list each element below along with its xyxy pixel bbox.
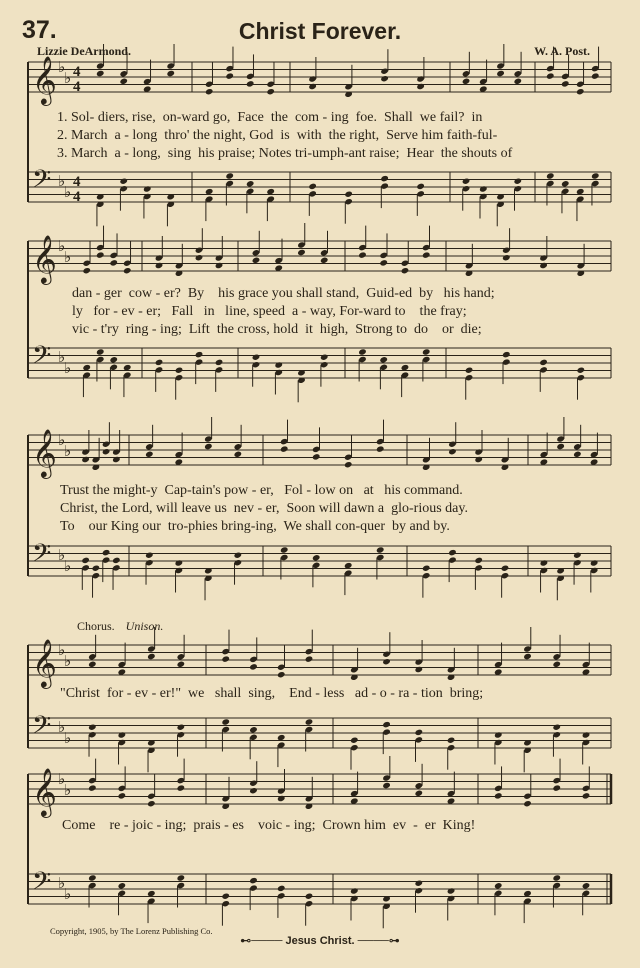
hymn-number: 37. [22,16,57,44]
note-head-icon [221,718,230,725]
note-head-icon [591,172,600,179]
note-head-icon [546,72,555,79]
bass-clef-icon: 𝄢 [32,341,52,376]
note-head-icon [88,661,97,668]
flat-sign-icon: ♭ [64,69,72,87]
note-head-icon [246,80,255,87]
note-head-icon [552,661,561,668]
lyric-s2-verse3: vic - t'ry ring - ing; Lift the cross, hold it high, Strong to do or die; [72,322,482,337]
note-head-icon [102,448,111,455]
treble-clef-icon: 𝄞 [32,234,57,283]
note-head-icon [205,88,214,95]
lyric-s1-verse1: 1. Sol- diers, rise, on-ward go, Face the com - ing foe. Shall we fail? in [57,110,483,125]
chorus-heading: Chorus. [77,619,115,633]
note-head-icon [82,267,91,274]
note-head-icon [308,183,317,190]
note-head-icon [266,88,275,95]
bass-clef-icon: 𝄢 [32,165,52,200]
note-head-icon [573,552,582,559]
flat-sign-icon: ♭ [58,172,66,190]
note-head-icon [380,75,389,82]
note-head-icon [358,251,367,258]
note-head-icon [195,254,204,261]
note-head-icon [448,448,457,455]
lyric-s1-verse3: 3. March a - long, sing his praise; Notes tri-umph-ant raise; Hear the shouts of [57,146,513,161]
flat-sign-icon: ♭ [58,718,66,736]
note-head-icon [415,790,424,797]
note-head-icon [540,559,549,566]
flat-sign-icon: ♭ [58,874,66,892]
lyric-chorus-2: Come re - joic - ing; prais - es voic - ing; Crown him ev - er King! [62,818,476,833]
note-head-icon [166,70,175,77]
flat-sign-icon: ♭ [58,431,66,449]
note-head-icon [582,792,591,799]
note-head-icon [109,259,118,266]
time-signature-icon: 4 [73,64,81,80]
note-head-icon [221,655,230,662]
flat-sign-icon: ♭ [58,58,66,76]
note-head-icon [112,557,121,564]
note-head-icon [415,729,424,736]
note-head-icon [502,254,511,261]
note-head-icon [502,351,511,358]
flat-sign-icon: ♭ [64,248,72,266]
note-head-icon [249,663,258,670]
note-head-icon [447,887,456,894]
note-head-icon [422,565,431,572]
note-head-icon [155,262,164,269]
lyric-s2-verse1: dan - ger cow - er? By his grace you shall stand, Guid-ed by his hand; [72,286,495,301]
copyright-notice: Copyright, 1905, by The Lorenz Publishing Co. [50,926,213,936]
note-head-icon [102,549,111,556]
note-head-icon [147,800,156,807]
lyric-s3-verse2: Christ, the Lord, will leave us nev - er, Soon will dawn a glo-rious day. [60,501,468,516]
note-head-icon [358,348,367,355]
lyric-chorus-1: "Christ for - ev - er!" we shall sing, End - less ad - o - ra - tion bring; [60,686,484,701]
note-head-icon [305,718,314,725]
note-head-icon [175,367,184,374]
note-head-icon [561,80,570,87]
bass-clef-icon: 𝄢 [32,711,52,746]
note-head-icon [422,251,431,258]
treble-clef-icon: 𝄞 [32,767,57,816]
note-head-icon [234,451,243,458]
note-head-icon [465,367,474,374]
note-head-icon [145,451,154,458]
note-head-icon [344,461,353,468]
note-head-icon [514,78,523,85]
note-head-icon [523,800,532,807]
flat-sign-icon: ♭ [64,359,72,377]
tune-name: ⊷──── Jesus Christ. ────⊶ [240,935,400,947]
note-head-icon [344,191,353,198]
note-head-icon [320,354,329,361]
note-head-icon [415,666,424,673]
flat-sign-icon: ♭ [64,652,72,670]
note-head-icon [539,359,548,366]
note-head-icon [496,70,505,77]
note-head-icon [561,180,570,187]
note-head-icon [92,565,101,572]
note-head-icon [552,724,561,731]
note-head-icon [249,877,258,884]
note-head-icon [277,671,286,678]
note-head-icon [204,443,213,450]
note-head-icon [119,178,128,185]
lyric-s3-verse1: Trust the might-y Cap-tain's pow - er, Fol - low on at his command. [60,483,463,498]
note-head-icon [552,874,561,881]
note-head-icon [416,83,425,90]
note-head-icon [280,546,289,553]
treble-clef-icon: 𝄞 [32,638,57,687]
note-head-icon [143,185,152,192]
note-head-icon [376,445,385,452]
flat-sign-icon: ♭ [58,641,66,659]
note-head-icon [297,249,306,256]
lyric-s3-verse3: To our King our tro-phies bring-ing, We shall con-quer by and by. [60,519,450,534]
lyricist-credit: Lizzie DeArmond. [37,44,131,58]
note-head-icon [376,546,385,553]
note-head-icon [501,565,510,572]
note-head-icon [552,784,561,791]
note-head-icon [350,737,359,744]
note-head-icon [546,172,555,179]
note-head-icon [175,559,184,566]
note-head-icon [308,83,317,90]
note-head-icon [582,882,591,889]
note-head-icon [177,874,186,881]
note-head-icon [474,456,483,463]
note-head-icon [112,456,121,463]
note-head-icon [177,784,186,791]
note-head-icon [249,726,258,733]
note-head-icon [312,554,321,561]
chorus-instruction: Unison. [125,619,164,633]
note-head-icon [155,359,164,366]
note-head-icon [539,262,548,269]
note-head-icon [246,180,255,187]
bass-clef-icon: 𝄢 [32,867,52,902]
note-head-icon [448,549,457,556]
flat-sign-icon: ♭ [58,348,66,366]
note-head-icon [382,658,391,665]
note-head-icon [280,445,289,452]
bass-clef-icon: 𝄢 [32,539,52,574]
note-head-icon [380,175,389,182]
note-head-icon [221,893,230,900]
note-head-icon [494,882,503,889]
tune-ornament-right: ────⊶ [354,935,400,947]
note-head-icon [577,367,586,374]
note-head-icon [415,880,424,887]
note-head-icon [252,354,261,361]
note-head-icon [576,88,585,95]
flat-sign-icon: ♭ [64,183,72,201]
note-head-icon [145,552,154,559]
note-head-icon [88,724,97,731]
hymn-title: Christ Forever. [238,18,402,44]
note-head-icon [474,557,483,564]
note-head-icon [96,70,105,77]
note-head-icon [305,893,314,900]
note-head-icon [109,356,118,363]
note-head-icon [573,451,582,458]
note-head-icon [416,183,425,190]
note-head-icon [225,72,234,79]
note-head-icon [590,559,599,566]
note-head-icon [277,885,286,892]
flat-sign-icon: ♭ [64,885,72,903]
chorus-label [77,619,163,634]
note-head-icon [88,874,97,881]
note-head-icon [215,359,224,366]
note-head-icon [582,731,591,738]
note-head-icon [274,361,283,368]
flat-sign-icon: ♭ [58,770,66,788]
note-head-icon [195,351,204,358]
note-head-icon [177,661,186,668]
note-head-icon [591,72,600,79]
flat-sign-icon: ♭ [64,729,72,747]
note-head-icon [523,653,532,660]
note-head-icon [252,257,261,264]
note-head-icon [123,267,132,274]
note-head-icon [462,78,471,85]
note-head-icon [81,557,90,564]
flat-sign-icon: ♭ [64,442,72,460]
note-head-icon [447,737,456,744]
note-head-icon [249,787,258,794]
treble-clef-icon: 𝄞 [32,55,57,104]
note-head-icon [118,731,127,738]
note-head-icon [401,267,410,274]
note-head-icon [514,178,523,185]
note-head-icon [81,456,90,463]
note-head-icon [422,348,431,355]
note-head-icon [147,653,156,660]
note-head-icon [479,185,488,192]
note-head-icon [350,887,359,894]
note-head-icon [494,731,503,738]
note-head-icon [305,655,314,662]
treble-clef-icon: 𝄞 [32,428,57,477]
lyric-s2-verse2: ly for - ev - er; Fall in line, speed a - way, For-ward to the fray; [72,304,467,319]
note-head-icon [177,724,186,731]
time-signature-icon: 4 [73,189,81,205]
note-head-icon [118,792,127,799]
lyric-s1-verse2: 2. March a - long thro' the night, God is with the right, Serve him faith-ful- [57,128,498,143]
note-head-icon [277,795,286,802]
time-signature-icon: 4 [73,79,81,95]
note-head-icon [225,172,234,179]
note-head-icon [494,792,503,799]
note-head-icon [96,348,105,355]
flat-sign-icon: ♭ [64,557,72,575]
flat-sign-icon: ♭ [58,237,66,255]
note-head-icon [462,178,471,185]
flat-sign-icon: ♭ [64,781,72,799]
note-head-icon [382,721,391,728]
flat-sign-icon: ♭ [58,546,66,564]
note-head-icon [119,78,128,85]
tune-ornament-left: ⊷──── [240,935,286,947]
note-head-icon [320,257,329,264]
note-head-icon [379,259,388,266]
note-head-icon [379,356,388,363]
note-head-icon [312,453,321,460]
note-head-icon [88,784,97,791]
note-head-icon [96,251,105,258]
note-head-icon [382,782,391,789]
composer-credit: W. A. Post. [534,44,590,58]
note-head-icon [118,882,127,889]
time-signature-icon: 4 [73,174,81,190]
note-head-icon [215,262,224,269]
note-head-icon [556,443,565,450]
note-head-icon [234,552,243,559]
